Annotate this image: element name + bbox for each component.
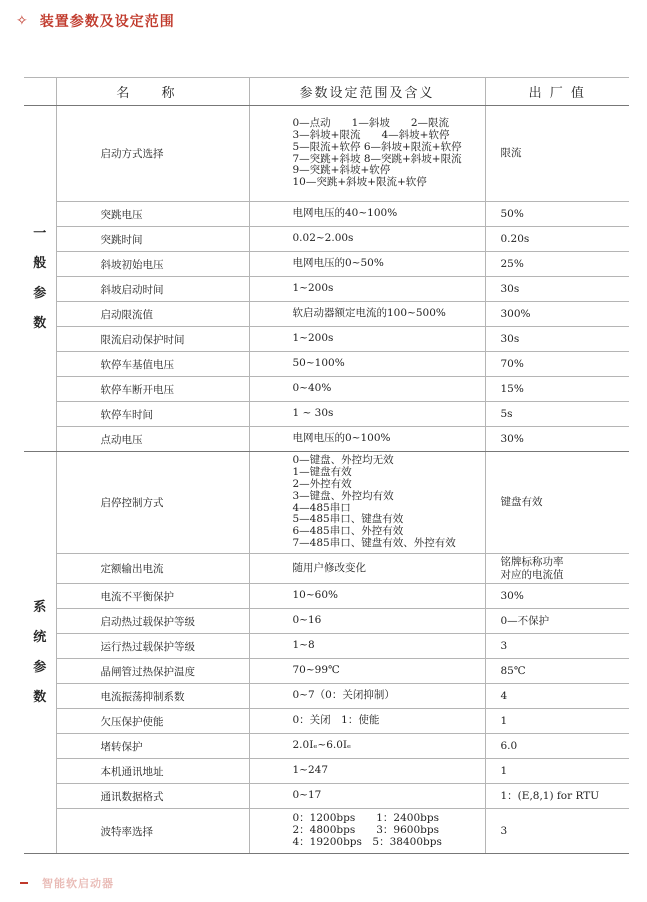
param-name-cell: 突跳电压 [56,202,249,227]
param-range-line: 10~60% [292,589,338,602]
param-factory-line: 键盘有效 [500,496,543,508]
param-factory-cell [485,402,629,427]
param-factory-cell [485,659,629,684]
table-row [24,734,629,759]
param-range-cell [249,659,485,684]
param-factory-cell [485,302,629,327]
param-factory-cell [485,809,629,854]
param-name-cell: 启动热过载保护等级 [56,609,249,634]
table-row [24,427,629,452]
param-factory-line: 85℃ [500,664,526,677]
param-name-cell: 斜坡启动时间 [56,277,249,302]
param-factory-line: 1：(E,8,1) for RTU [500,789,600,802]
param-range-cell [249,252,485,277]
param-factory-line: 铭牌标称功率 [500,555,564,568]
param-range-cell [249,609,485,634]
param-factory-line: 3 [500,639,508,652]
param-factory-line: 0.20s [500,232,530,245]
param-range-line: 随用户修改变化 [292,561,366,574]
param-factory-line: 0—不保护 [500,614,550,627]
table-row [24,377,629,402]
param-range-cell [249,202,485,227]
param-name-cell: 堵转保护 [56,734,249,759]
param-factory-cell [485,377,629,402]
param-range-line: 2：4800bps 3：9600bps [292,824,439,837]
param-name-cell: 波特率选择 [56,809,249,854]
param-name-cell: 本机通讯地址 [56,759,249,784]
param-factory-cell [485,734,629,759]
param-name-cell: 运行热过载保护等级 [56,634,249,659]
table-row [24,709,629,734]
param-factory-cell [485,327,629,352]
param-range-line: 3—键盘、外控均有效 [292,489,394,502]
param-name-cell: 软停车时间 [56,402,249,427]
param-range-line: 3—斜坡+限流 4—斜坡+软停 [292,128,450,141]
column-header-range: 参数设定范围及含义 [249,78,485,106]
param-range-line: 1 ~ 30s [292,407,334,420]
param-name-cell: 欠压保护使能 [56,709,249,734]
table-row [24,106,629,202]
param-factory-cell [485,352,629,377]
param-range-line: 电网电压的0~50% [292,257,384,270]
param-name-cell: 电流振荡抑制系数 [56,684,249,709]
param-range-cell [249,784,485,809]
group-label-char: 系 [33,599,47,615]
param-range-line: 1~8 [292,639,315,652]
param-range-line: 1~200s [292,332,334,345]
param-range-line: 50~100% [292,357,345,370]
table-row [24,684,629,709]
table-row [24,759,629,784]
param-range-line: 9—突跳+斜坡+软停 [292,164,391,177]
param-name-cell: 突跳时间 [56,227,249,252]
table-header-row [24,78,629,106]
param-range-cell [249,634,485,659]
param-range-cell [249,302,485,327]
param-name-cell: 限流启动保护时间 [56,327,249,352]
group-label-char: 数 [33,689,47,705]
param-factory-cell [485,784,629,809]
column-header-factory: 出 厂 值 [485,78,629,106]
diamond-outline-icon: ✧ [16,13,28,29]
table-row [24,609,629,634]
table-row [24,202,629,227]
param-range-line: 0~17 [292,789,322,802]
param-range-cell [249,759,485,784]
param-range-cell [249,277,485,302]
param-range-cell [249,427,485,452]
table-body [24,106,629,854]
param-range-cell [249,402,485,427]
param-range-line: 10—突跳+斜坡+限流+软停 [292,176,427,189]
table-row [24,809,629,854]
param-name-cell: 启停控制方式 [56,452,249,554]
param-range-line: 4—485串口 [292,501,351,514]
group-label-char: 参 [33,659,47,675]
param-range-line: 2—外控有效 [292,477,352,490]
param-range-line: 0—点动 1—斜坡 2—限流 [292,117,450,130]
param-name-cell: 晶闸管过热保护温度 [56,659,249,684]
param-name-cell: 软停车断开电压 [56,377,249,402]
footer-text: 智能软启动器 [42,877,114,890]
param-range-cell [249,734,485,759]
param-factory-line: 1 [500,714,508,727]
param-factory-cell [485,106,629,202]
param-factory-cell [485,252,629,277]
param-factory-line: 300% [500,307,531,320]
param-range-line: 5—限流+软停 6—斜坡+限流+软停 [292,140,462,153]
param-name-cell: 启动方式选择 [56,106,249,202]
column-header-name: 名 称 [56,78,249,106]
param-range-line: 6—485串口、外控有效 [292,525,404,538]
param-range-cell [249,327,485,352]
footer-dash [20,882,28,884]
param-name-cell: 点动电压 [56,427,249,452]
param-factory-line: 6.0 [500,739,518,752]
param-range-line: 1~200s [292,282,334,295]
table-row [24,277,629,302]
table-row [24,227,629,252]
param-range-line: 0~40% [292,382,332,395]
param-range-line: 7—突跳+斜坡 8—突跳+斜坡+限流 [292,152,462,165]
param-factory-cell [485,227,629,252]
table-row [24,452,629,554]
param-range-line: 软启动器额定电流的100~500% [292,307,446,320]
param-range-line: 1~247 [292,764,329,777]
param-factory-cell [485,202,629,227]
param-factory-cell [485,452,629,554]
param-factory-line: 1 [500,764,508,777]
page-title: 装置参数及设定范围 [39,14,175,30]
param-factory-line: 30% [500,432,524,445]
param-factory-line: 5s [500,407,513,420]
param-factory-cell [485,427,629,452]
param-factory-cell [485,759,629,784]
table-row [24,327,629,352]
param-range-cell [249,227,485,252]
group-label-char: 统 [33,629,47,645]
param-factory-cell [485,634,629,659]
table-row [24,659,629,684]
page-header [16,10,175,32]
param-factory-line: 对应的电流值 [500,568,564,581]
param-factory-line: 50% [500,207,524,220]
group-label-char: 参 [33,285,47,301]
param-factory-cell [485,554,629,584]
table-row [24,634,629,659]
param-name-cell: 启动限流值 [56,302,249,327]
param-factory-cell [485,609,629,634]
group-label-char: 般 [33,255,47,271]
param-range-cell [249,554,485,584]
param-range-line: 0：关闭 1：使能 [292,714,380,727]
param-range-line: 70~99℃ [292,664,340,677]
param-factory-cell [485,709,629,734]
param-name-cell: 定额输出电流 [56,554,249,584]
param-range-line: 1—键盘有效 [292,466,352,479]
param-range-line: 电网电压的40~100% [292,207,398,220]
param-range-cell [249,352,485,377]
table-row [24,302,629,327]
param-factory-line: 4 [500,689,508,702]
table-row [24,352,629,377]
table-row [24,584,629,609]
param-factory-cell [485,277,629,302]
param-name-cell: 斜坡初始电压 [56,252,249,277]
table-row [24,402,629,427]
table-row [24,554,629,584]
param-range-cell [249,584,485,609]
param-name-cell: 电流不平衡保护 [56,584,249,609]
param-range-line: 7—485串口、键盘有效、外控有效 [292,536,456,549]
group-label-char: 数 [33,315,47,331]
page-footer [20,876,114,890]
group-header-cell [24,78,56,106]
param-factory-line: 30% [500,589,524,602]
param-factory-line: 限流 [500,147,522,159]
param-range-line: 0：1200bps 1：2400bps [292,812,439,825]
param-factory-line: 15% [500,382,524,395]
param-range-line: 0~16 [292,614,322,627]
param-factory-cell [485,584,629,609]
parameter-table [24,77,629,854]
group-label-cell [24,106,56,452]
param-factory-cell [485,684,629,709]
table-row [24,784,629,809]
group-label-char: 一 [33,225,47,241]
param-range-cell [249,106,485,202]
param-name-cell: 通讯数据格式 [56,784,249,809]
param-range-cell [249,809,485,854]
param-factory-line: 30s [500,332,520,345]
param-range-cell [249,684,485,709]
param-factory-line: 30s [500,282,520,295]
param-range-line: 4：19200bps 5：38400bps [292,835,442,848]
param-name-cell: 软停车基值电压 [56,352,249,377]
param-factory-line: 25% [500,257,524,270]
param-range-cell [249,377,485,402]
param-range-cell [249,709,485,734]
param-range-line: 5—485串口、键盘有效 [292,513,404,526]
param-range-line: 0~7（0：关闭抑制） [292,689,395,702]
param-factory-line: 3 [500,824,508,837]
table-row [24,252,629,277]
param-range-line: 0—键盘、外控均无效 [292,454,394,467]
param-range-line: 2.0Iₑ~6.0Iₑ [292,739,352,752]
param-range-cell [249,452,485,554]
param-factory-line: 70% [500,357,524,370]
group-label-cell [24,452,56,854]
param-range-line: 电网电压的0~100% [292,432,391,445]
param-range-line: 0.02~2.00s [292,232,354,245]
